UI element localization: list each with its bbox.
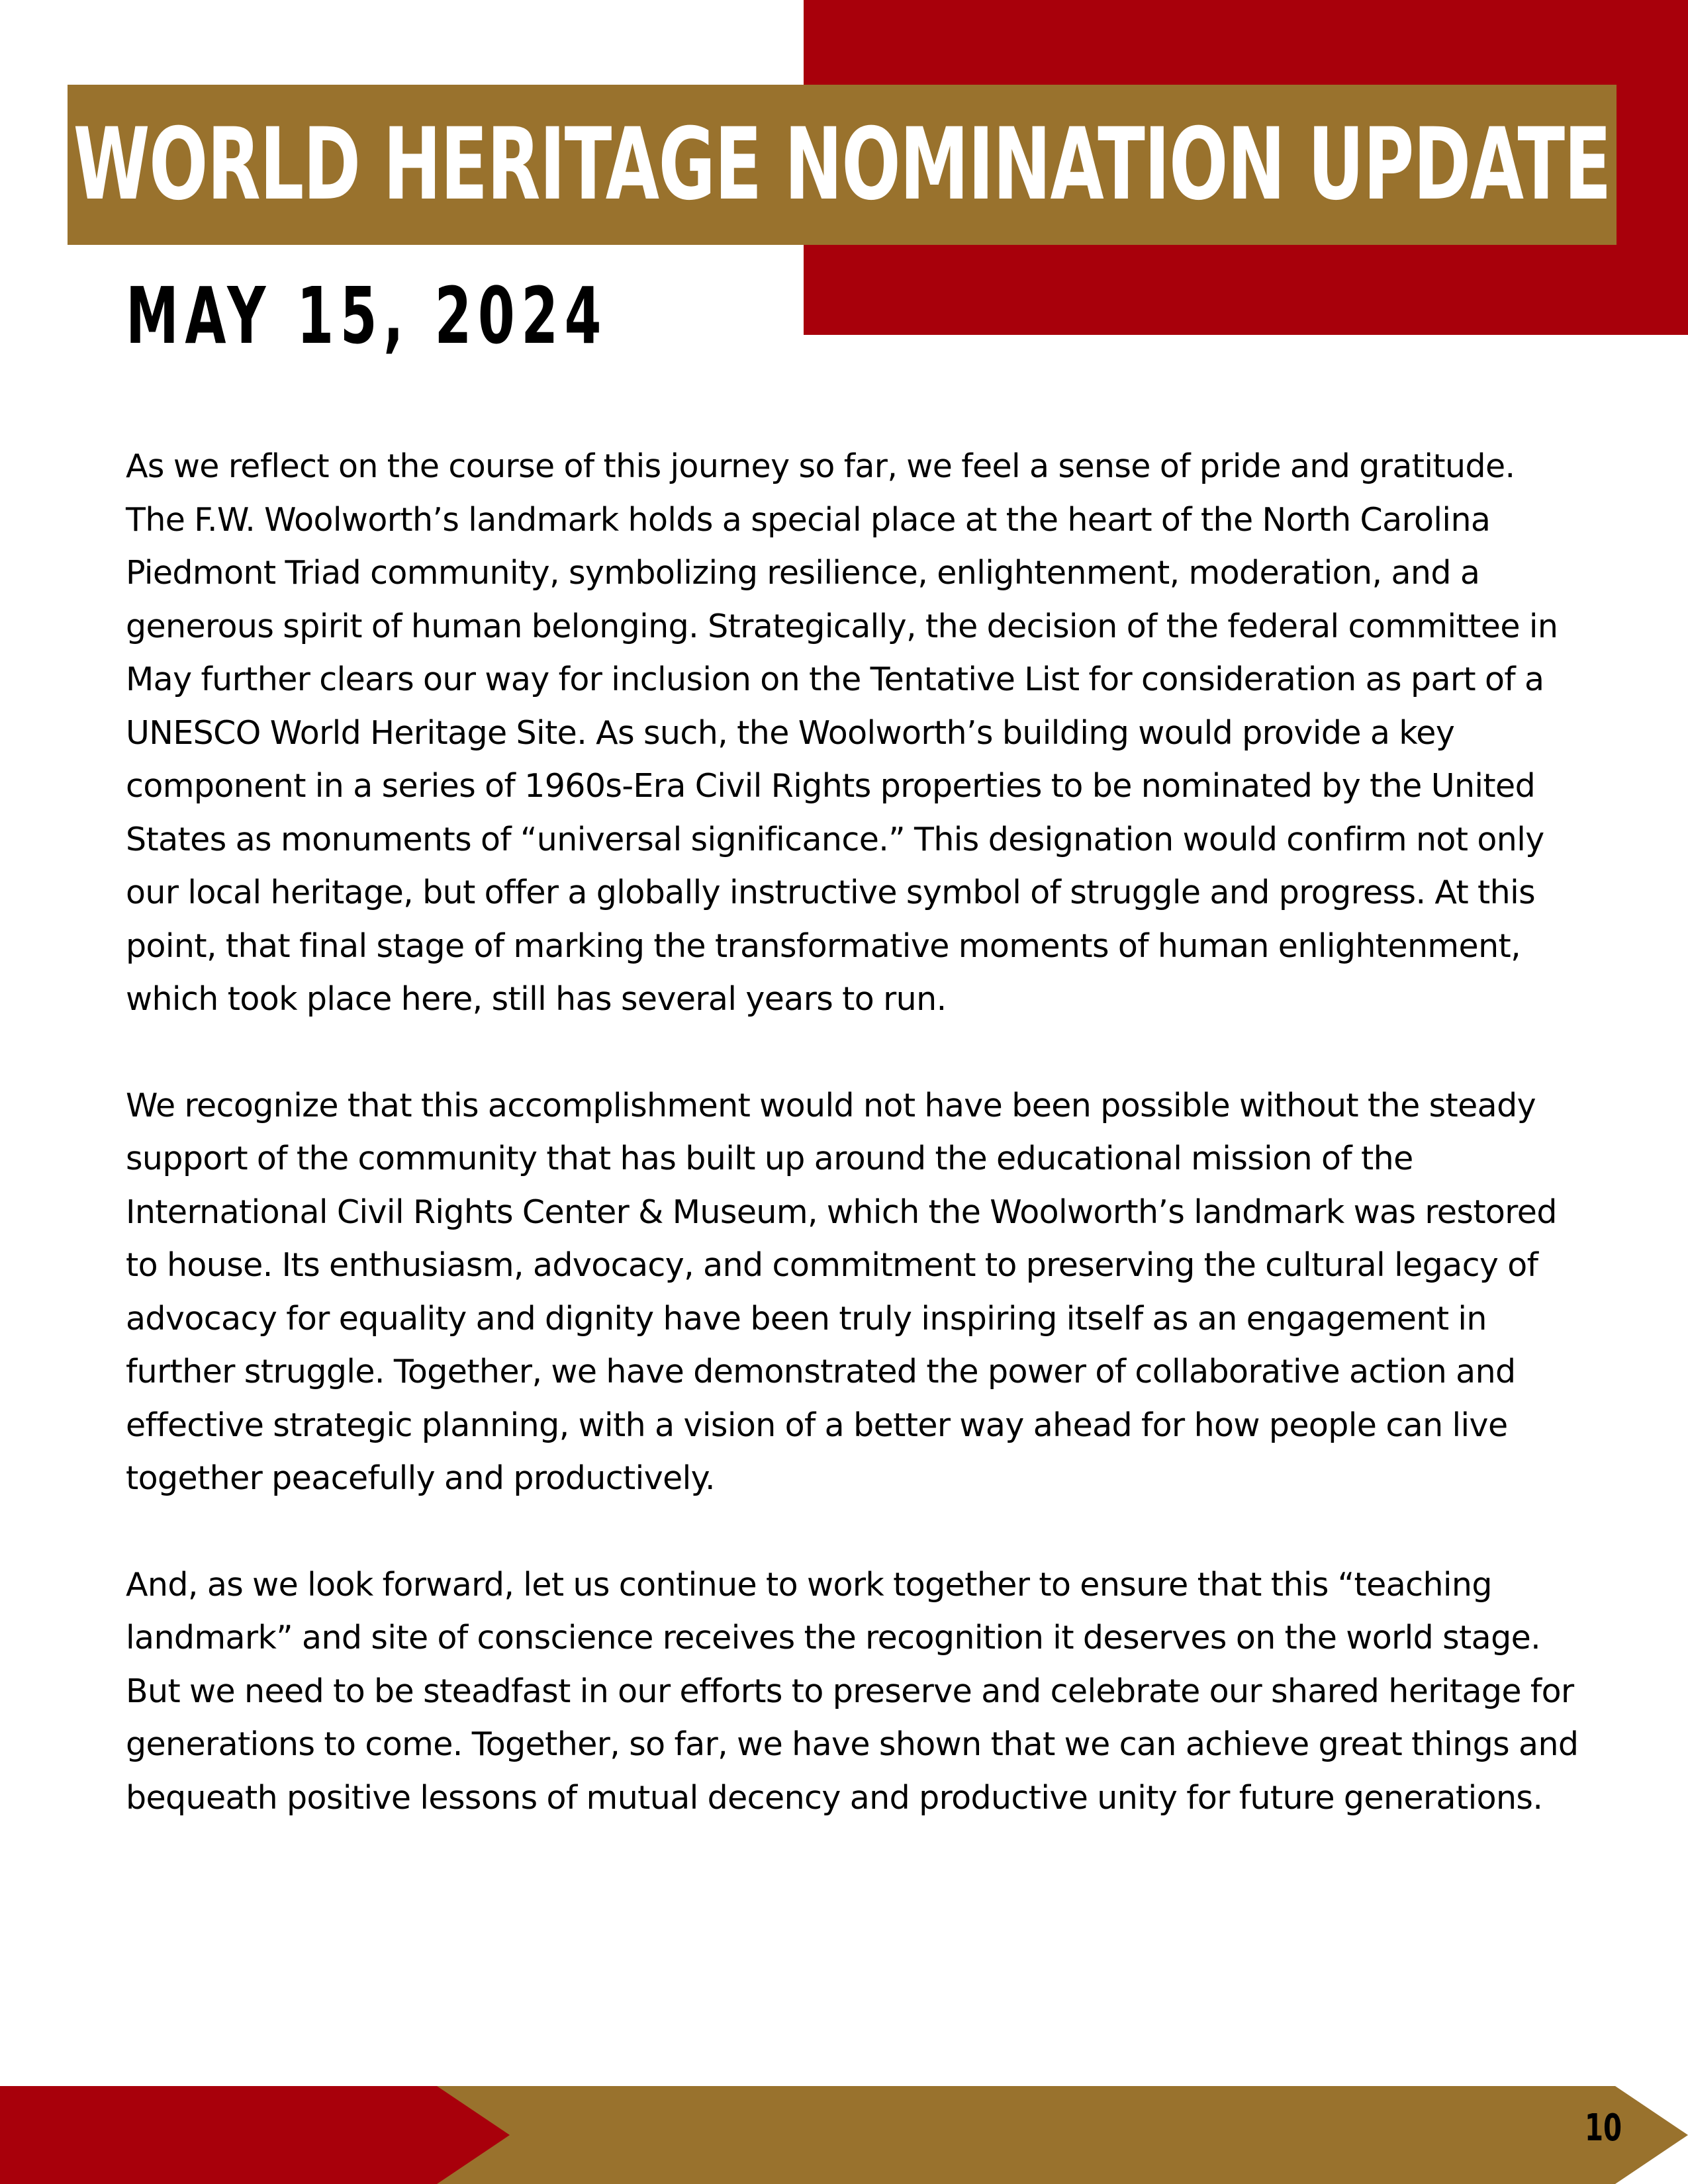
date-heading: MAY 15, 2024	[126, 270, 608, 361]
title-banner	[68, 85, 1617, 245]
article-body	[126, 440, 1582, 1825]
footer-banner	[0, 2086, 1688, 2184]
paragraph-1: As we reflect on the course of this journey so far, we feel a sense of pride and gratitude. The F.W. Woolworth’s landmark holds a special place at the heart of the North Carolina Piedmont Triad community, symbolizing resilience, enlightenment, moderation, and a generous spirit of human belonging. Strategically, the decision of the federal committee in May further clears our way for inclusion on the Tentative List for consideration as part of a UNESCO World Heritage Site. As such, the Woolworth’s building would provide a key component in a series of 1960s-Era Civil Rights properties to be nominated by the United States as monuments of “universal significance.” This designation would confirm not only our local heritage, but offer a globally instructive symbol of struggle and progress. At this point, that final stage of marking the transformative moments of human enlightenment, which took place here, still has several years to run.	[126, 447, 1558, 1018]
paragraph-2: We recognize that this accomplishment would not have been possible without the steady support of the community that has built up around the educational mission of the International Civil Rights Center & Museum, which the Woolworth’s landmark was restored to house. Its enthusiasm, advocacy, and commitment to preserving the cultural legacy of advocacy for equality and dignity have been truly inspiring itself as an engagement in further struggle. Together, we have demonstrated the power of collaborative action and effective strategic planning, with a vision of a better way ahead for how people can live together peacefully and productively.	[126, 1086, 1557, 1497]
paragraph-3: And, as we look forward, let us continue to work together to ensure that this “teaching landmark” and site of conscience receives the recognition it deserves on the world stage. But we need to be steadfast in our efforts to preserve and celebrate our shared heritage for generations to come. Together, so far, we have shown that we can achieve great things and bequeath positive lessons of mutual decency and productive unity for future generations.	[126, 1565, 1579, 1817]
footer-red-arrow	[0, 2086, 510, 2184]
page-title: WORLD HERITAGE NOMINATION UPDATE	[73, 107, 1611, 222]
page-number: 10	[1584, 2107, 1622, 2150]
